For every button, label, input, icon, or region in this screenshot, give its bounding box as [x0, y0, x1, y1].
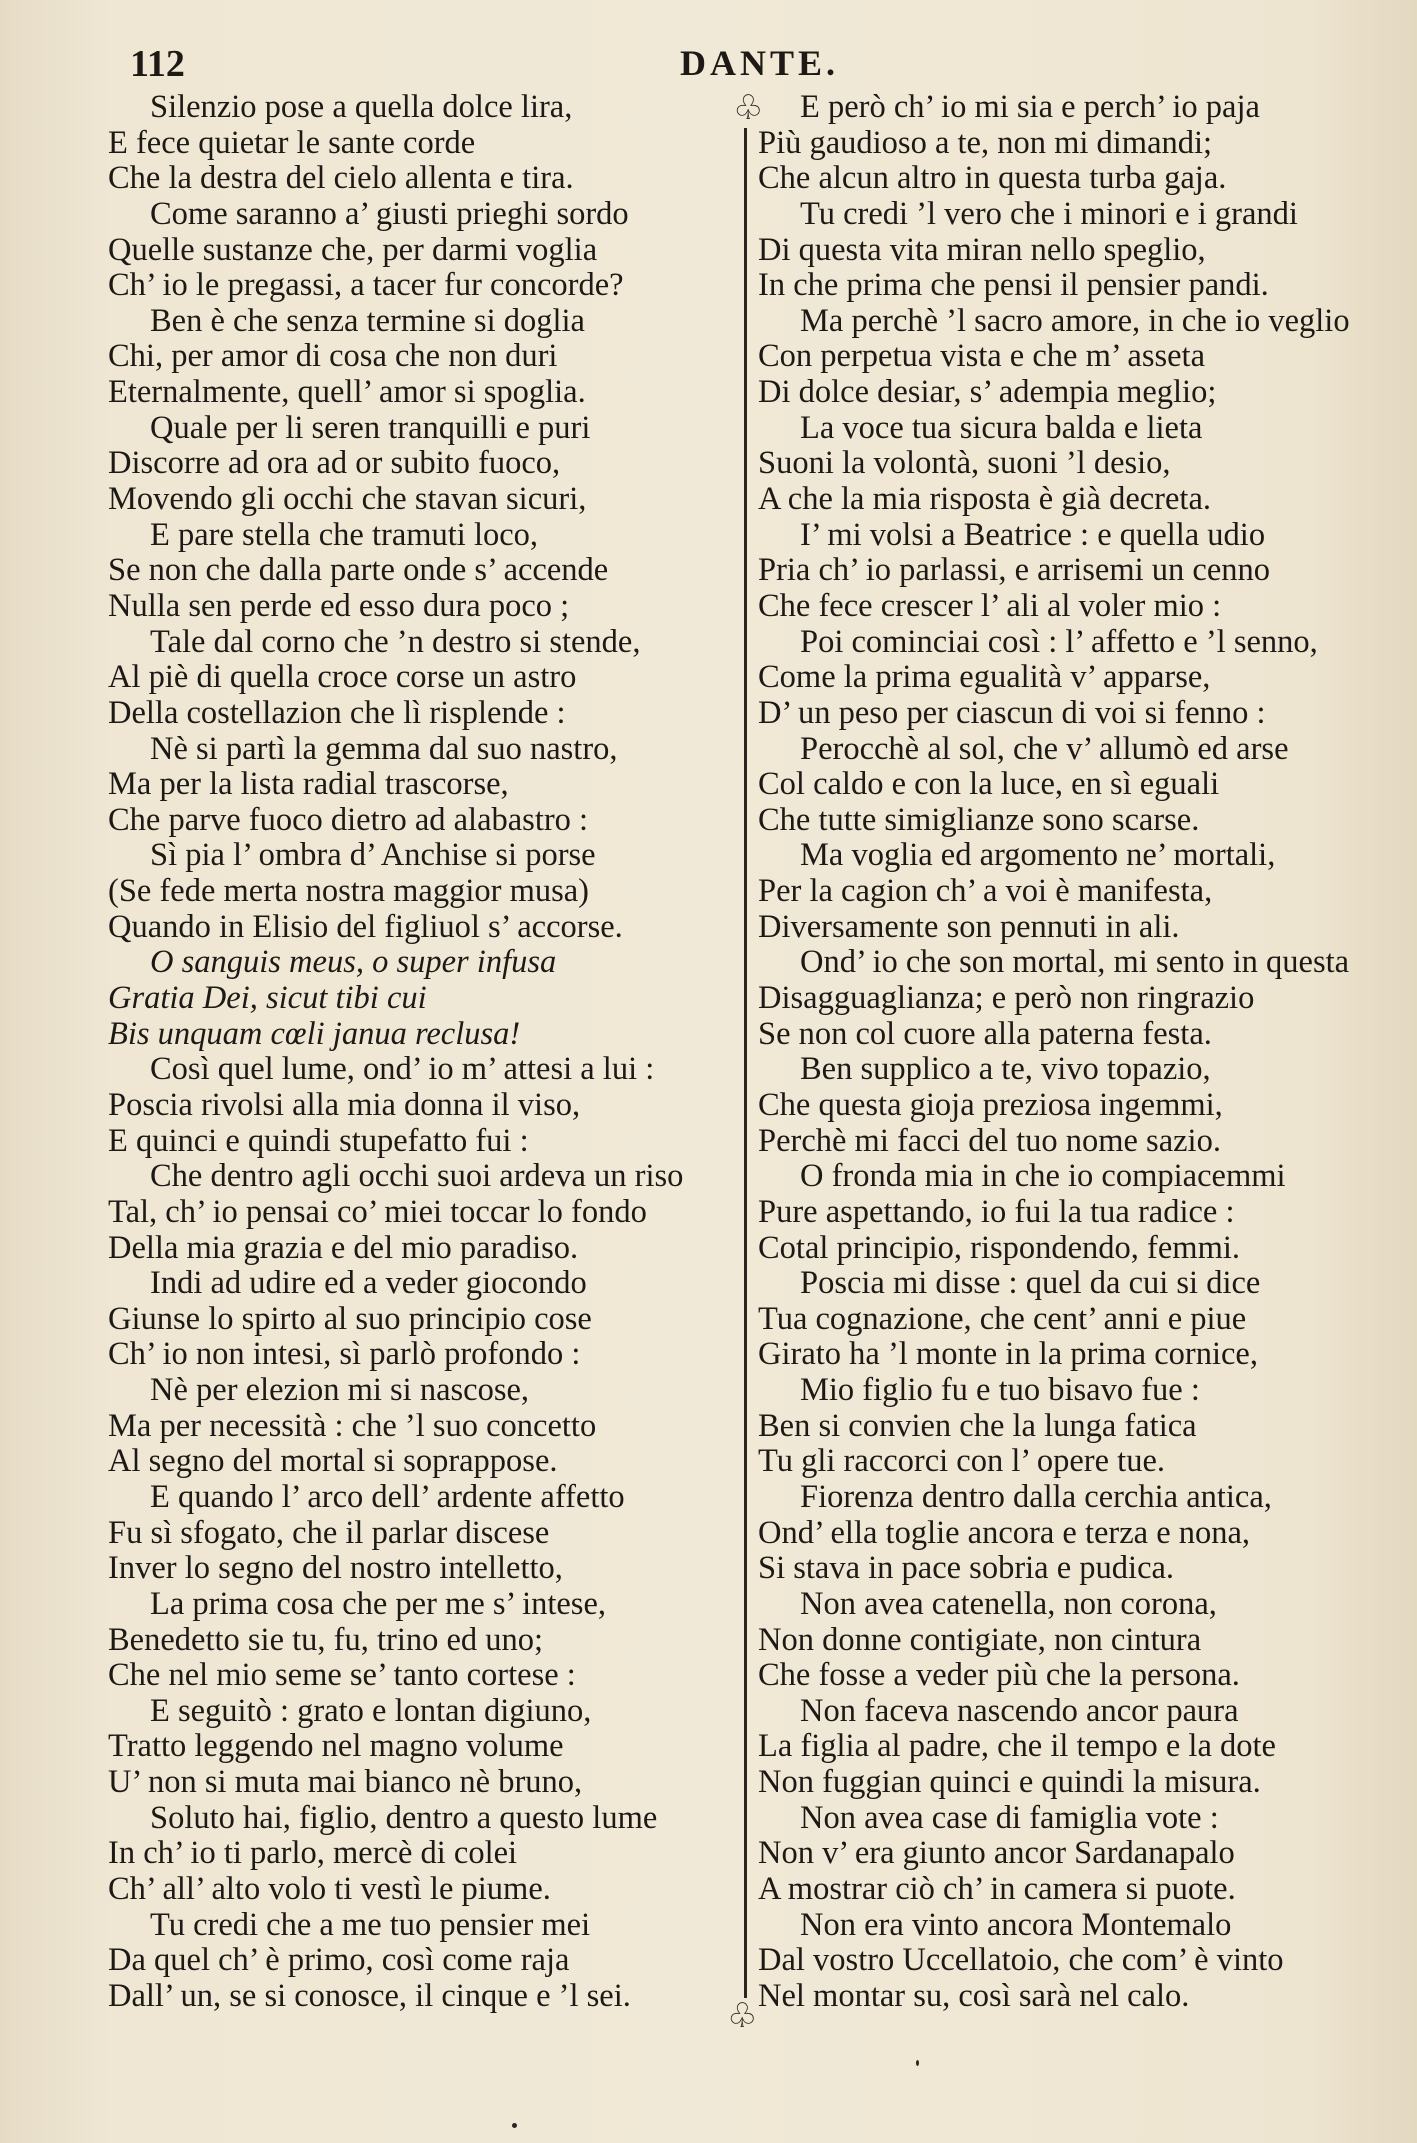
verse-line: Benedetto sie tu, fu, trino ed uno; — [108, 1621, 544, 1658]
verse-line: Poscia mi disse : quel da cui si dice — [800, 1265, 1261, 1302]
verse-line: Disagguaglianza; e però non ringrazio — [758, 980, 1255, 1017]
verse-line: (Se fede merta nostra maggior musa) — [108, 873, 590, 910]
verse-line: Inver lo segno del nostro intelletto, — [108, 1550, 563, 1587]
verse-line: Come saranno a’ giusti prieghi sordo — [150, 195, 629, 232]
verse-line: Ch’ all’ alto volo ti vestì le piume. — [108, 1871, 551, 1908]
verse-line: Della mia grazia e del mio paradiso. — [108, 1229, 579, 1266]
verse-line: Suoni la volontà, suoni ’l desio, — [758, 445, 1171, 482]
verse-line: Tu gli raccorci con l’ opere tue. — [758, 1443, 1166, 1480]
verse-line: Mio figlio fu e tuo bisavo fue : — [800, 1372, 1200, 1409]
verse-line: Nel montar su, così sarà nel calo. — [758, 1977, 1190, 2014]
verse-line: Di questa vita miran nello speglio, — [758, 231, 1206, 268]
clover-ornament-icon: ♧ — [733, 88, 764, 128]
verse-line: In ch’ io ti parlo, mercè di colei — [108, 1835, 518, 1872]
verse-line: Movendo gli occhi che stavan sicuri, — [108, 481, 587, 518]
verse-line: E quinci e quindi stupefatto fui : — [108, 1122, 529, 1159]
verse-line: Non fuggian quinci e quindi la misura. — [758, 1764, 1261, 1801]
verse-line: Così quel lume, ond’ io m’ attesi a lui : — [150, 1051, 655, 1088]
verse-line: Sì pia l’ ombra d’ Anchise si porse — [150, 837, 596, 874]
verse-line: Con perpetua vista e che m’ asseta — [758, 338, 1206, 375]
verse-line: Della costellazion che lì risplende : — [108, 694, 566, 731]
verse-line: Si stava in pace sobria e pudica. — [758, 1550, 1175, 1587]
verse-line: Ma perchè ’l sacro amore, in che io veglio — [800, 302, 1350, 339]
running-head: DANTE. — [680, 43, 840, 83]
verse-line: O sanguis meus, o super infusa — [150, 944, 557, 981]
verse-line: Che dentro agli occhi suoi ardeva un riso — [150, 1158, 684, 1195]
verse-line: A che la mia risposta è già decreta. — [758, 481, 1212, 518]
verse-line: In che prima che pensi il pensier pandi. — [758, 267, 1269, 304]
verse-line: Tua cognazione, che cent’ anni e piue — [758, 1300, 1247, 1337]
column-divider — [744, 128, 747, 1998]
right-column — [758, 90, 1368, 2015]
verse-line: I’ mi volsi a Beatrice : e quella udio — [800, 516, 1266, 553]
verse-line: Nè per elezion mi si nascose, — [150, 1372, 530, 1409]
verse-line: Che fosse a veder più che la persona. — [758, 1657, 1240, 1694]
verse-line: E seguitò : grato e lontan digiuno, — [150, 1692, 592, 1729]
verse-line: Eternalmente, quell’ amor si spoglia. — [108, 374, 586, 411]
verse-line: Tale dal corno che ’n destro si stende, — [150, 623, 641, 660]
verse-line: E fece quietar le sante corde — [108, 124, 476, 161]
verse-line: Che fece crescer l’ ali al voler mio : — [758, 587, 1222, 624]
verse-line: La prima cosa che per me s’ intese, — [150, 1585, 606, 1622]
verse-line: Tratto leggendo nel magno volume — [108, 1728, 564, 1765]
verse-line: La figlia al padre, che il tempo e la dote — [758, 1728, 1276, 1765]
verse-line: Poi cominciai così : l’ affetto e ’l senno, — [800, 623, 1318, 660]
verse-line: Ch’ io le pregassi, a tacer fur concorde? — [108, 267, 624, 304]
verse-line: Chi, per amor di cosa che non duri — [108, 338, 558, 375]
page-number: 112 — [130, 43, 185, 85]
verse-line: Quelle sustanze che, per darmi voglia — [108, 231, 598, 268]
verse-line: Quale per li seren tranquilli e puri — [150, 409, 591, 446]
verse-line: Girato ha ’l monte in la prima cornice, — [758, 1336, 1258, 1373]
verse-line: Poscia rivolsi alla mia donna il viso, — [108, 1086, 581, 1123]
verse-line: Tu credi ’l vero che i minori e i grandi — [800, 195, 1298, 232]
left-column — [108, 90, 738, 2015]
verse-line: Che la destra del cielo allenta e tira. — [108, 160, 574, 197]
verse-line: Giunse lo spirto al suo principio cose — [108, 1300, 592, 1337]
verse-line: Bis unquam cœli janua reclusa! — [108, 1015, 521, 1052]
verse-line: Dall’ un, se si conosce, il cinque e ’l sei. — [108, 1977, 631, 2014]
verse-line: Che nel mio seme se’ tanto cortese : — [108, 1657, 576, 1694]
verse-line: Che questa gioja preziosa ingemmi, — [758, 1086, 1223, 1123]
verse-line: D’ un peso per ciascun di voi si fenno : — [758, 694, 1266, 731]
verse-line: U’ non si muta mai bianco nè bruno, — [108, 1764, 583, 1801]
verse-line: Quando in Elisio del figliuol s’ accorse. — [108, 908, 623, 945]
verse-line: E pare stella che tramuti loco, — [150, 516, 539, 553]
verse-line: Non v’ era giunto ancor Sardanapalo — [758, 1835, 1235, 1872]
verse-line: Che tutte simiglianze sono scarse. — [758, 801, 1200, 838]
verse-line: Ben è che senza termine si doglia — [150, 302, 585, 339]
verse-line: Ma voglia ed argomento ne’ mortali, — [800, 837, 1276, 874]
verse-line: A mostrar ciò ch’ in camera si puote. — [758, 1871, 1236, 1908]
verse-line: Diversamente son pennuti in ali. — [758, 908, 1180, 945]
verse-line: Nè si partì la gemma dal suo nastro, — [150, 730, 618, 767]
verse-line: Fu sì sfogato, che il parlar discese — [108, 1514, 550, 1551]
verse-line: Se non col cuore alla paterna festa. — [758, 1015, 1212, 1052]
clover-ornament-icon: ♧ — [727, 1996, 758, 2036]
ink-speck — [916, 2060, 919, 2066]
verse-line: E quando l’ arco dell’ ardente affetto — [150, 1478, 625, 1515]
verse-line: Ma per la lista radial trascorse, — [108, 766, 509, 803]
verse-line: La voce tua sicura balda e lieta — [800, 409, 1203, 446]
verse-line: E però ch’ io mi sia e perch’ io paja — [800, 89, 1260, 125]
verse-line: Fiorenza dentro dalla cerchia antica, — [800, 1478, 1272, 1515]
ink-speck — [512, 2123, 517, 2128]
verse-line: Nulla sen perde ed esso dura poco ; — [108, 587, 570, 624]
verse-line: Ben si convien che la lunga fatica — [758, 1407, 1197, 1444]
verse-line: Da quel ch’ è primo, così come raja — [108, 1942, 570, 1979]
verse-line: Non avea case di famiglia vote : — [800, 1799, 1219, 1836]
verse-line: Non donne contigiate, non cintura — [758, 1621, 1202, 1658]
verse-line: Ond’ ella toglie ancora e terza e nona, — [758, 1514, 1251, 1551]
verse-line: Silenzio pose a quella dolce lira, — [150, 89, 573, 125]
verse-line: Col caldo e con la luce, en sì eguali — [758, 766, 1220, 803]
verse-line: Dal vostro Uccellatoio, che com’ è vinto — [758, 1942, 1284, 1979]
verse-line: Non avea catenella, non corona, — [800, 1585, 1217, 1622]
verse-line: Tu credi che a me tuo pensier mei — [150, 1906, 591, 1943]
verse-line: Come la prima egualità v’ apparse, — [758, 659, 1211, 696]
verse-line: Ben supplico a te, vivo topazio, — [800, 1051, 1211, 1088]
verse-line: Indi ad udire ed a veder giocondo — [150, 1265, 587, 1302]
verse-line: Se non che dalla parte onde s’ accende — [108, 552, 609, 589]
verse-line: Ch’ io non intesi, sì parlò profondo : — [108, 1336, 581, 1373]
verse-line: Discorre ad ora ad or subito fuoco, — [108, 445, 561, 482]
verse-line: Pria ch’ io parlassi, e arrisemi un cenno — [758, 552, 1271, 589]
verse-line: Che alcun altro in questa turba gaja. — [758, 160, 1227, 197]
verse-line: Al piè di quella croce corse un astro — [108, 659, 577, 696]
verse-line: Ma per necessità : che ’l suo concetto — [108, 1407, 597, 1444]
verse-line: Cotal principio, rispondendo, femmi. — [758, 1229, 1241, 1266]
verse-line: Perchè mi facci del tuo nome sazio. — [758, 1122, 1221, 1159]
verse-line: Non era vinto ancora Montemalo — [800, 1906, 1232, 1943]
verse-line: Al segno del mortal si soprappose. — [108, 1443, 558, 1480]
verse-line: Pure aspettando, io fui la tua radice : — [758, 1193, 1235, 1230]
verse-line: Di dolce desiar, s’ adempia meglio; — [758, 374, 1217, 411]
verse-line: Gratia Dei, sicut tibi cui — [108, 980, 427, 1017]
verse-line: Più gaudioso a te, non mi dimandi; — [758, 124, 1213, 161]
verse-line: Per la cagion ch’ a voi è manifesta, — [758, 873, 1213, 910]
verse-line: Tal, ch’ io pensai co’ miei toccar lo fondo — [108, 1193, 647, 1230]
verse-line: Non faceva nascendo ancor paura — [800, 1692, 1239, 1729]
verse-line: Ond’ io che son mortal, mi sento in questa — [800, 944, 1350, 981]
verse-line: Perocchè al sol, che v’ allumò ed arse — [800, 730, 1289, 767]
verse-line: O fronda mia in che io compiacemmi — [800, 1158, 1286, 1195]
verse-line: Soluto hai, figlio, dentro a questo lume — [150, 1799, 658, 1836]
verse-line: Che parve fuoco dietro ad alabastro : — [108, 801, 589, 838]
